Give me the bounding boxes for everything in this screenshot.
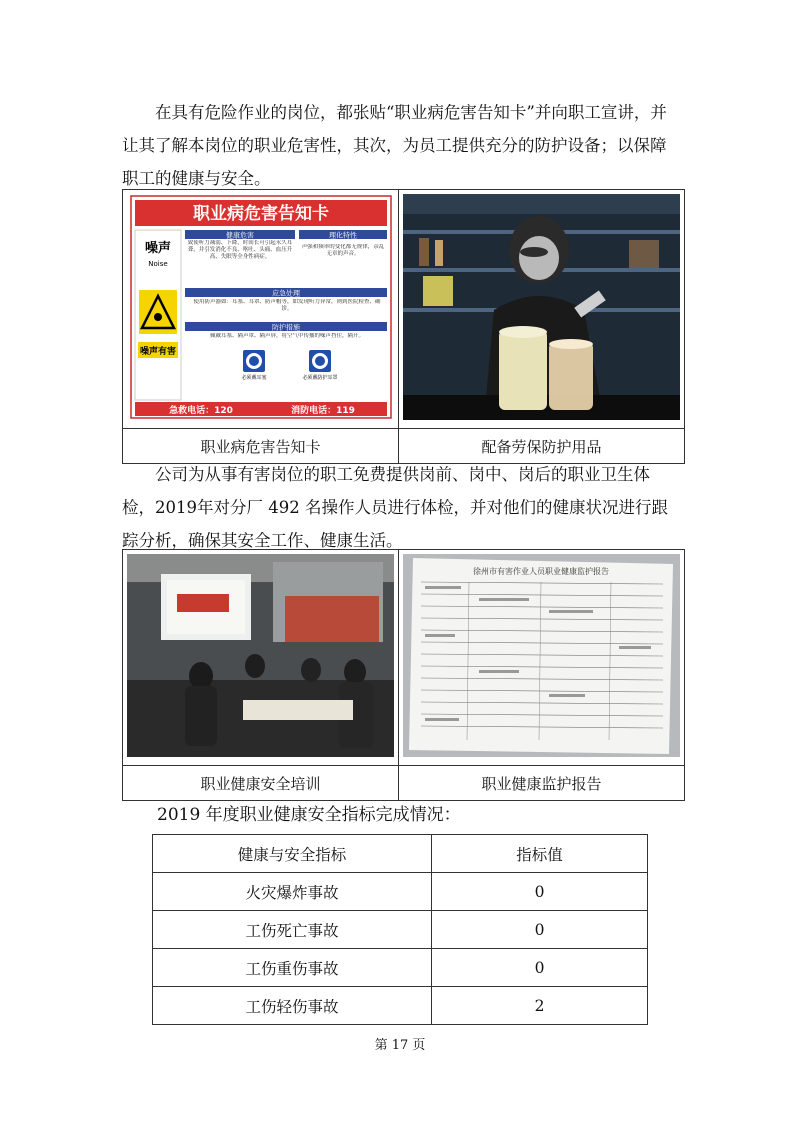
figure-table-1 [122, 189, 685, 464]
caption-training: 职业健康安全培训 [123, 766, 399, 801]
figure-table-2 [122, 549, 685, 801]
table-row [153, 911, 648, 949]
report-title: 徐州市有害作业人员职业健康监护报告 [473, 567, 609, 576]
indicator-name: 工伤重伤事故 [153, 949, 432, 987]
intro-paragraph: 在具有危险作业的岗位，都张贴“职业病危害告知卡”并向职工宣讲，并让其了解本岗位的职业危害性，其次，为员工提供充分的防护设备；以保障职工的健康与安全。 [122, 103, 667, 188]
hazard-name-en: Noise [148, 260, 168, 268]
svg-text:必须戴防护耳罩: 必须戴防护耳罩 [302, 375, 338, 381]
card-title: 职业病危害告知卡 [193, 204, 329, 224]
table-row [153, 987, 648, 1025]
svg-text:健康危害: 健康危害 [226, 231, 254, 240]
header-value: 指标值 [432, 835, 648, 873]
training-photo-cell [123, 550, 399, 766]
report-photo [399, 550, 684, 765]
indicator-value: 0 [432, 911, 648, 949]
warning-card-image [123, 190, 398, 428]
caption-report: 职业健康监护报告 [399, 766, 685, 801]
warning-card-cell [123, 190, 399, 429]
hazard-tag: 噪声有害 [139, 347, 177, 357]
indicator-value: 2 [432, 987, 648, 1025]
ppe-photo-cell [399, 190, 685, 429]
header-indicator: 健康与安全指标 [153, 835, 432, 873]
checkup-paragraph: 公司为从事有害岗位的职工免费提供岗前、岗中、岗后的职业卫生体检，2019年对分厂 492 名操作人员进行体检，并对他们的健康状况进行跟踪分析，确保其安全工作、健康生活。 [122, 465, 668, 550]
indicator-table [152, 834, 648, 1025]
indicator-name: 火灾爆炸事故 [153, 873, 432, 911]
indicator-name: 工伤轻伤事故 [153, 987, 432, 1025]
training-photo [123, 550, 398, 765]
page-number: 第 17 页 [374, 1038, 426, 1053]
phone-emergency: 急救电话：120 [169, 406, 233, 416]
hazard-name: 噪声 [144, 241, 172, 256]
svg-text:应急处理: 应急处理 [272, 289, 300, 298]
caption-ppe: 配备劳保防护用品 [399, 429, 685, 464]
ppe-photo [399, 190, 684, 428]
indicator-value: 0 [432, 949, 648, 987]
indicator-value: 0 [432, 873, 648, 911]
report-photo-cell [399, 550, 685, 766]
indicator-table-title: 2019 年度职业健康安全指标完成情况： [157, 805, 461, 825]
table-header-row [153, 835, 648, 873]
svg-text:必须戴耳塞: 必须戴耳塞 [241, 375, 267, 381]
table-row [153, 949, 648, 987]
caption-warning-card: 职业病危害告知卡 [123, 429, 399, 464]
indicator-name: 工伤死亡事故 [153, 911, 432, 949]
warning-card-svg: 职业病危害告知卡 噪声 Noise 噪声有害 健康危害 理化特性 致使听力减弱、下降，时间长可引起永久耳聋，并引发消化不良、呕吐、头痛、血压升高、失眠等全身性病症。 声强和频率的变化都无规律，杂乱无章的声音。 应急处理 使用防声器如：耳塞、耳罩、防声帽等，如发现听力异常，则到医院检查、确诊。 防护措施 佩戴耳塞、隔声罩、隔声屏，将空气中传播的噪声挡住，隔开。 必须戴耳塞 必须戴防护耳罩 急救电话：120 消防电话：119 [123, 190, 398, 424]
phone-fire: 消防电话：119 [291, 406, 355, 416]
svg-text:理化特性: 理化特性 [329, 231, 357, 240]
table-row [153, 873, 648, 911]
svg-text:防护措施: 防护措施 [272, 323, 300, 332]
